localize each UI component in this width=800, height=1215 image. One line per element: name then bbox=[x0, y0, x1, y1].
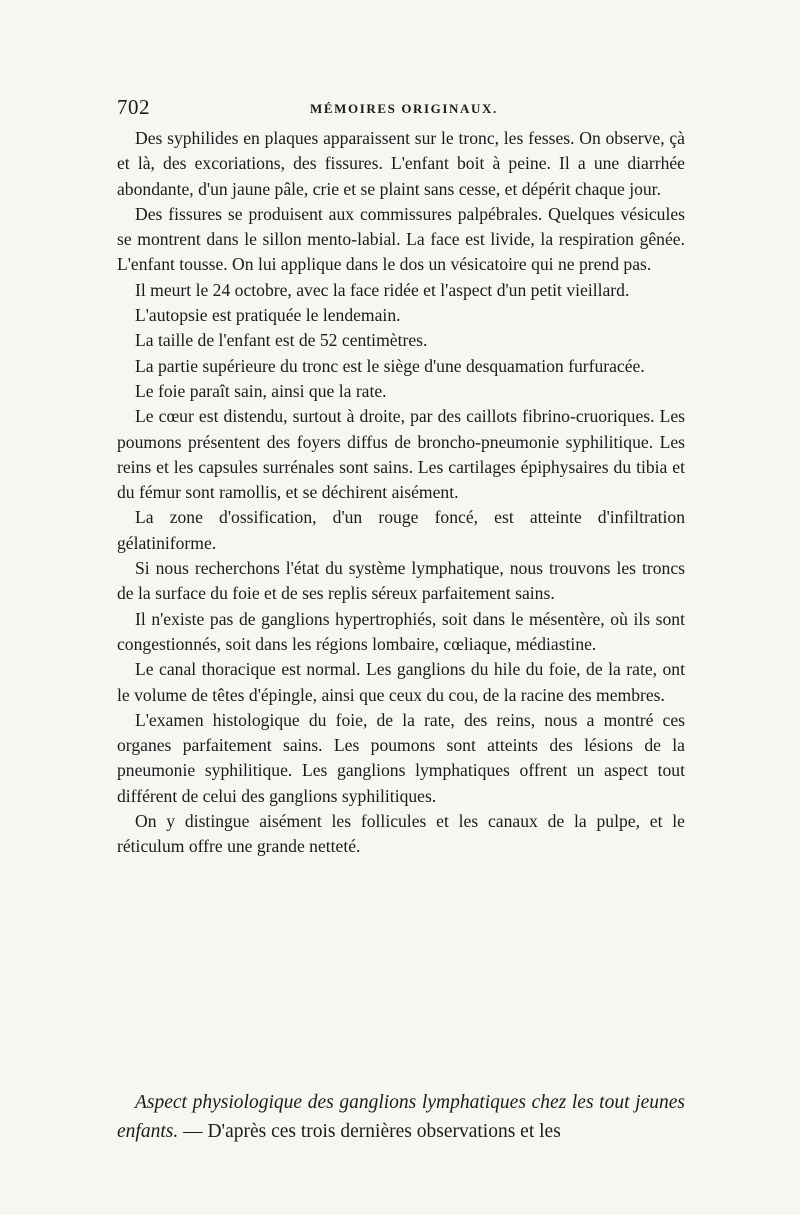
section-paragraph bbox=[117, 1088, 685, 1146]
running-title: MÉMOIRES ORIGINAUX. bbox=[310, 101, 498, 116]
paragraph: L'autopsie est pratiquée le lendemain. bbox=[135, 305, 401, 326]
page-header bbox=[117, 95, 687, 125]
paragraph: Le cœur est distendu, surtout à droite, par des caillots fibrino-cruoriques. Les poumons présentent des foyers diffus de broncho-pneumonie syphilitique. Les reins et les capsules surrénales sont sains. Les cartilages épiphysaires du tibia et du fémur sont ramollis, et se déchirent aisément. bbox=[117, 406, 685, 503]
page-number: 702 bbox=[117, 95, 150, 119]
body-text bbox=[117, 126, 685, 860]
paragraph: La zone d'ossification, d'un rouge foncé, est atteinte d'infiltration gélatiniforme. bbox=[117, 507, 685, 553]
section-text: D'après ces trois dernières observations et les bbox=[207, 1120, 561, 1142]
paragraph: Si nous recherchons l'état du système lymphatique, nous trouvons les troncs de la surface du foie et de ses replis séreux parfaitement sains. bbox=[117, 558, 685, 604]
section-title: Aspect physiologique des ganglions lymphatiques chez les tout jeunes enfants. bbox=[117, 1091, 685, 1142]
paragraph: La taille de l'enfant est de 52 centimètres. bbox=[135, 330, 428, 351]
paragraph: L'examen histologique du foie, de la rate, des reins, nous a montré ces organes parfaitement sains. Les poumons sont atteints des lésions de la pneumonie syphilitique. Les ganglions lymphatiques offrent un aspect tout différent de celui des ganglions syphilitiques. bbox=[117, 709, 685, 806]
paragraph: Des fissures se produisent aux commissures palpébrales. Quelques vésicules se montrent dans le sillon mento-labial. La face est livide, la respiration gênée. L'enfant tousse. On lui applique dans le dos un vésicatoire qui ne prend pas. bbox=[117, 203, 685, 275]
paragraph: Il n'existe pas de ganglions hypertrophiés, soit dans le mésentère, où ils sont congestionnés, soit dans les régions lombaire, cœliaque, médiastine. bbox=[117, 608, 685, 654]
paragraph: Le foie paraît sain, ainsi que la rate. bbox=[135, 380, 387, 401]
section-dash: — bbox=[178, 1120, 208, 1142]
paragraph: Le canal thoracique est normal. Les ganglions du hile du foie, de la rate, ont le volume de têtes d'épingle, ainsi que ceux du cou, de la racine des membres. bbox=[117, 659, 685, 705]
paragraph: Des syphilides en plaques apparaissent sur le tronc, les fesses. On observe, çà et là, des excoriations, des fissures. L'enfant boit à peine. Il a une diarrhée abondante, d'un jaune pâle, crie et se plaint sans cesse, et dépérit chaque jour. bbox=[117, 128, 685, 199]
paragraph: On y distingue aisément les follicules et les canaux de la pulpe, et le réticulum offre une grande netteté. bbox=[117, 811, 685, 857]
paragraph: Il meurt le 24 octobre, avec la face ridée et l'aspect d'un petit vieillard. bbox=[135, 279, 630, 300]
paragraph: La partie supérieure du tronc est le siège d'une desquamation furfuracée. bbox=[135, 355, 645, 376]
